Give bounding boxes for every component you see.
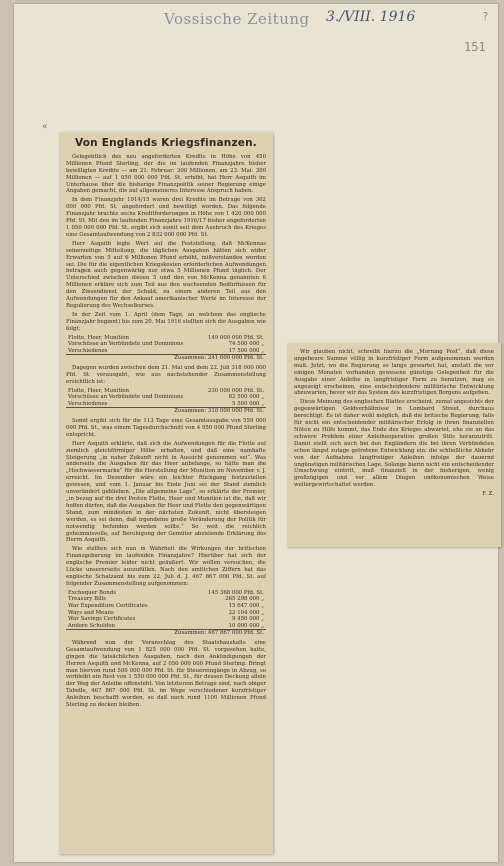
table-row: Flotte, Heer, Munition 230 000 000 Pfd. St. — [68, 387, 264, 394]
paragraph: Wir glauben nicht, schreibt hierzu die „Morning Post“, daß diese ungeheure Summe völlig in kurzfristiger Form aufgenommen werden muß. Jetzt, wo die Regierung so lange gewartet hat, anstatt die vor einigen Monaten vorhanden gewesene günstige Gelegenheit für die Ausgabe einer Anleihe in langfristiger Form zu benutzen, mag es angezeigt erscheinen, eine entscheidendere militärische Entwicklung abzuwarten, bevor wir das System des kurzfristigen Borgens aufgeben. — [294, 349, 494, 397]
folio-number: 151 — [464, 40, 486, 54]
table-row: Exchequer Bonds 145 368 000 Pfd. St. — [68, 589, 264, 596]
table-total: Zusammen: 467 867 000 Pfd. St. — [66, 630, 266, 637]
author-signature: F. Z. — [482, 491, 494, 498]
table-row: Treasury Bills 265 298 000 „ — [68, 596, 264, 603]
corner-mark: ? — [482, 10, 489, 23]
archive-sheet — [14, 4, 498, 862]
margin-mark: « — [42, 122, 48, 132]
paragraph: Gelegentlich des neu angeforderten Kredits in Höhe von 450 Millionen Pfund Sterling, der die im laufenden Finanzjahre bisher bewilligten Kredite — am 21. Februar: 300 Millionen, am 23. Mai: 300 Millionen — auf 1 050 000 000 Pfd. St. erhöht, hat Herr Asquith im Unterhause über die bisherige Finanzpolitik seiner Regierung einige Angaben gemacht, die auf allgemeineres Interesse Anspruch haben. — [66, 153, 266, 195]
table-row: Andere Schulden 10 000 000 „ — [68, 622, 264, 629]
clipping-continuation — [287, 343, 501, 547]
table-row: Vorschüsse an Verbündete und Dominions 74 500 000 „ — [68, 341, 264, 348]
table-row: Flotte, Heer, Munition 149 000 000 Pfd. St. — [68, 334, 264, 341]
paragraph: In der Zeit vom 1. April (dem Tage, an welchem das englische Finanzjahr beginnt) bis zum 20. Mai 1916 stellten sich die Ausgaben wie folgt: — [66, 311, 266, 332]
paragraph: Herr Asquith erklärte, daß sich die Aufwendungen für die Flotte auf ziemlich gleichförmiger Höhe erhalten, und daß eine namhafte Steigerung „in naher Zukunft nicht in Aussicht genommen sei“. Was anderseits die Ausgaben für das Heer anbelange, so hätte man die „Hochwassermarke“ für die Herstellung der Munition im November v. J. erreicht. Im Dezember wäre ein leichter Rückgang festzustellen gewesen, und vom 1. Januar bis Ende Juni sei der Stand ziemlich unverändert geblieben. „Die allgemeine Lage“, so erklärte der Premier, „in bezug auf die drei Posten Flotte, Heer und Munition ist die, daß wir hoffen dürfen, daß die Ausgaben für Heer und Flotte den gegenwärtigen Stand, zum mindesten in der nächsten Zukunft, nicht übersteigen werden, es sei denn, daß irgendeine große Veränderung der Politik für notwendig befunden werden sollte.“ So weit die reichlich geheimnisvolle, auf Beruhigung der Gemüter abzielende Erklärung des Herrn Asquith. — [66, 440, 266, 544]
article-title: Von Englands Kriegsfinanzen. — [75, 137, 257, 149]
paragraph: Herr Asquith legte Wert auf die Feststellung, daß McKennas seinerzeitige Mitteilung, die täglichen Ausgaben hätten sich wider Erwarten von 5 auf 6 Millionen Pfund erhöht, mißverstanden worden sei. Die für die eigentlichen Kriegskosten erforderlichen Aufwendungen betragen auch gegenwärtig nur etwa 5 Millionen Pfund täglich. Der Unterschied zwischen diesen 5 und den von McKenna genannten 6 Millionen erkläre sich zum Teil aus den wachsenden Bedürfnissen für den Zinsendienst der Schuld, zu einem anderen Teil aus den Aufwendungen für den Ankauf amerikanischer Werte im Interesse der Regulierung des Wechselkurses. — [66, 240, 266, 309]
table-row: Verschiedenes 17 500 000 „ — [68, 347, 264, 354]
paragraph: Dagegen wurden zwischen dem 21. Mai und dem 22. Juli 318 000 000 Pfd. St. verausgabt, wie aus nachstehender Zusammenstellung ersichtlich ist: — [66, 364, 266, 385]
clipping-main — [59, 132, 273, 854]
table-row: Vorschüsse an Verbündete und Dominions 82 500 000 „ — [68, 394, 264, 401]
paragraph: Diese Meinung des englischen Blattes erscheint, zumal angesichts der gegenwärtigen Geldverhältnisse in Lombard Street, durchaus berechtigt. Es ist daher wohl möglich, daß die britische Regierung, falls für nicht ein entscheidender militärischer Erfolg in ihren finanziellen Nöten zu Hilfe kommt, das Ende des Krieges abwartet, ehe sie an das schwere Problem einer Anleiheoperation großen Stils heranzutritt. Damit stellt sich auch bei den Engländern die bei ihren Verbündeten schon längst zutage getretene Entwicklung ein: die schließliche Abkehr von der Aufnahme langfristiger Anleihen infolge der dauernd ungünstigen militärischen Lage. Solange hierin nicht ein entscheidender Umschwung eintritt, muß finanziell in der bisherigen, wenig großzügigen und vor allem Dingen unökonomischen Weise weitergewirtschaftet werden. — [294, 399, 494, 489]
table-row: War Expenditure Certificates 15 647 000 „ — [68, 602, 264, 609]
table-total: Zusammen: 318 000 000 Pfd. St. — [66, 408, 266, 415]
table-total: Zusammen: 241 000 000 Pfd. St. — [66, 355, 266, 362]
paragraph: Wie stellten sich nun in Wahrheit die Wirkungen der britischen Finanzgebarung im laufenden Finanzjahre? Hierüber hat sich der englische Premier leider nicht geäußert. Wir wollen versuchen, die Lücke unsererseits auszufüllen. Nach den amtlichen Ziffern hat das englische Schatzamt bis zum 22. Juli d. J. 467 867 000 Pfd. St. auf folgender Zusammenstellung aufgenommen: — [66, 546, 266, 587]
paragraph: Somit ergibt sich für die 113 Tage eine Gesamtausgabe von 559 000 000 Pfd. St., was einem Tagesdurchschnitt von 4 950 000 Pfund Sterling entspricht. — [66, 418, 266, 438]
debt-table — [66, 590, 266, 637]
paragraph: Während nun der Voranschlag des Staatshaushalts eine Gesamtaufwendung von 1 825 000 000 Pfd. St. vorgesehen hatte, gingen die tatsächlichen Ausgaben, nach den Ankündigungen der Herren Asquith und McKenna, auf 2 050 000 000 Pfund Sterling. Bringt man hiervon rund 500 000 000 Pfd. St. für Steuereingänge in Abzug, so verbleibt ein Rest von 1 550 000 000 Pfd. St., für dessen Deckung allein der Weg der Anleihe offensteht. Von letzterem Betrage sind, nach obiger Tabelle, 467 867 000 Pfd. St. im Wege verschiedener kurzfristiger Anleihen beschafft worden, so daß noch rund 1100 Millionen Pfund Sterling zu decken bleiben. — [66, 639, 266, 709]
expenses-table-2 — [66, 388, 266, 415]
table-row: Ways and Means 22 104 000 „ — [68, 609, 264, 616]
handwritten-date: 3./VIII. 1916 — [326, 9, 416, 25]
paragraph: In dem Finanzjahr 1914/15 waren drei Kredite im Betrage von 362 000 000 Pfd. St. angefordert und bewilligt worden. Das folgende Finanzjahr brachte sechs Kreditforderungen in Höhe von 1 420 000 000 Pfd. St. Mit den im laufenden Finanzjahre 1916/17 bisher angeforderten 1 050 000 000 Pfd. St. ergibt sich somit seit dem Ausbruch des Krieges eine Gesamtaufwendung von 2 832 000 000 Pfd. St. — [66, 197, 266, 238]
table-row: War Savings Certificates 9 450 000 „ — [68, 616, 264, 623]
newspaper-stamp: Vossische Zeitung — [164, 10, 310, 28]
expenses-table-1 — [66, 335, 266, 362]
table-row: Verschiedenes 5 500 000 „ — [68, 400, 264, 407]
